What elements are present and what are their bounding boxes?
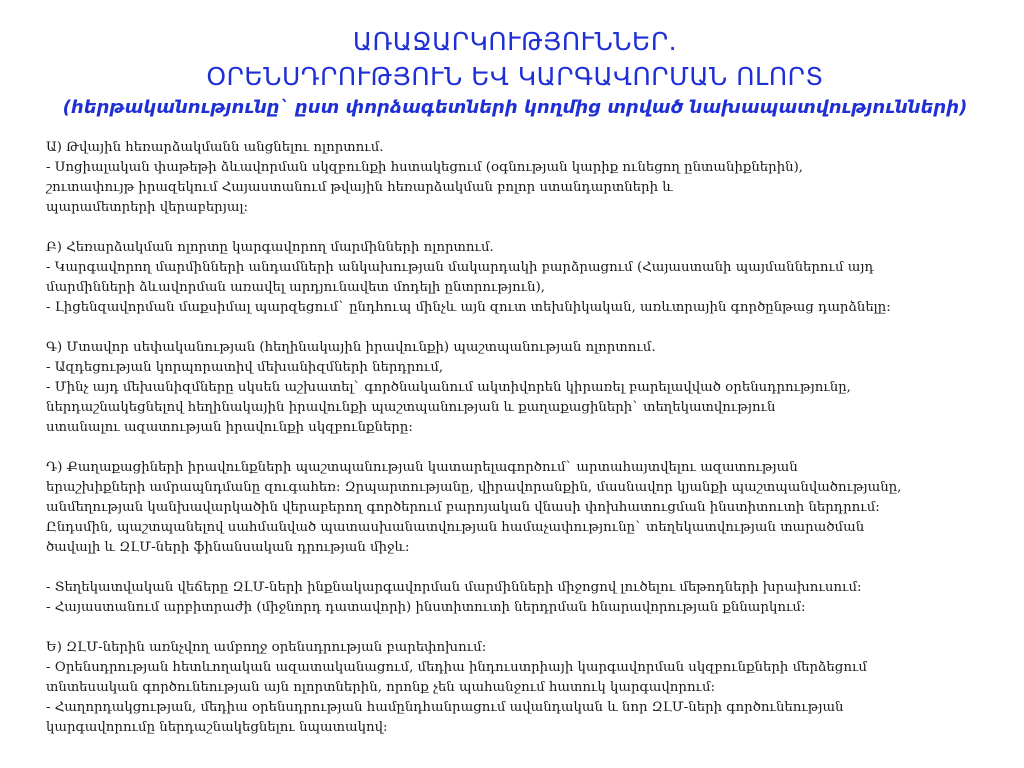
- page-title-line-2: ՕՐԵՆՍԴՐՈՒԹՅՈՒՆ ԵՎ ԿԱՐԳԱՎՈՐՄԱՆ ՈԼՈՐՏ: [206, 62, 824, 91]
- section-a: [46, 138, 984, 218]
- section-b: [46, 238, 984, 318]
- paragraph-line: ստանալու ազատության իրավունքի սկզբունքները:: [46, 420, 413, 435]
- section-d: [46, 458, 984, 558]
- paragraph-line: մարմինների ձևավորման առավել արդյունավետ մոդելի ընտրություն),: [46, 280, 546, 295]
- paragraph-line: - Լիցենզավորման մաքսիմալ պարզեցում` ընդհուպ մինչև այն զուտ տեխնիկական, առևտրային գործընթաց դարձնելը:: [46, 300, 891, 315]
- paragraph-line: շուտափույթ իրազեկում Հայաստանում թվային հեռարձակման բոլոր ստանդարտների և: [46, 180, 673, 195]
- section-d-continued: [46, 578, 984, 618]
- paragraph-line: անմեղության կանխավարկածին վերաբերող գործերում բարոյական վնասի փոխհատուցման ինստիտուտի ներդրում:: [46, 500, 880, 515]
- paragraph-line: Ընդսմին, պաշտպանելով սահմանված պատասխանատվության համաչափությունը` տեղեկատվության տարածման: [46, 520, 865, 535]
- paragraph-line: - Հաղորդակցության, մեդիա օրենսդրության համընդհանրացում ավանդական և նոր ԶԼՄ-ների գործունեության: [46, 700, 844, 715]
- section-g: [46, 338, 984, 438]
- paragraph-line: ծավալի և ԶԼՄ-ների ֆինանսական դրության միջև:: [46, 540, 410, 555]
- title-block: [46, 24, 984, 122]
- paragraph-line: երաշխիքների ամրապնդմանը զուգահեռ: Զրպարտությանը, վիրավորանքին, մասնավոր կյանքի պաշտպանվածությանը,: [46, 480, 902, 495]
- paragraph-line: կարգավորումը ներդաշնակեցնելու նպատակով:: [46, 720, 388, 735]
- section-e: [46, 638, 984, 738]
- paragraph-line: - Մինչ այդ մեխանիզմները սկսեն աշխատել` գործնականում ակտիվորեն կիրառել բարելավված օրենսդրությունը,: [46, 380, 851, 395]
- paragraph-line: Դ) Քաղաքացիների իրավունքների պաշտպանության կատարելագործում` արտահայտվելու ազատության: [46, 460, 798, 475]
- paragraph-line: պարամետրերի վերաբերյալ:: [46, 200, 249, 215]
- paragraph-line: - Կարգավորող մարմինների անդամների անկախության մակարդակի բարձրացում (Հայաստանի պայմաններում այդ: [46, 260, 874, 275]
- paragraph-line: Ե) ԶԼՄ-ներին առնչվող ամբողջ օրենսդրության բարեփոխում:: [46, 640, 487, 655]
- paragraph-line: - Օրենսդրության հետևողական ազատականացում, մեդիա ինդուստրիայի կարգավորման սկզբունքների մերձեցում: [46, 660, 867, 675]
- paragraph-line: Գ) Մտավոր սեփականության (հեղինակային իրավունքի) պաշտպանության ոլորտում.: [46, 340, 656, 355]
- content-body: [46, 138, 984, 738]
- paragraph-line: - Հայաստանում արբիտրաժի (միջնորդ դատավորի) ինստիտուտի ներդրման հնարավորության քննարկում:: [46, 600, 806, 615]
- paragraph-line: - Ազդեցության կորպորատիվ մեխանիզմների ներդրում,: [46, 360, 444, 375]
- paragraph-line: ներդաշնակեցնելով հեղինակային իրավունքի պաշտպանության և քաղաքացիների` տեղեկատվություն: [46, 400, 776, 415]
- page-subtitle: (հերթականությունը` ըստ փորձագետների կողմից տրված նախապատվությունների): [62, 97, 968, 118]
- paragraph-line: - Տեղեկատվական վեճերը ԶԼՄ-ների ինքնակարգավորման մարմինների միջոցով լուծելու մեթոդների խրախուսում:: [46, 580, 862, 595]
- paragraph-line: - Սոցիալական փաթեթի ձևավորման սկզբունքի հստակեցում (օգնության կարիք ունեցող ընտանիքներին),: [46, 160, 804, 175]
- paragraph-line: Ա) Թվային հեռարձակմանն անցնելու ոլորտում.: [46, 140, 384, 155]
- page-title-line-1: ԱՌԱՋԱՐԿՈՒԹՅՈՒՆՆԵՐ.: [352, 27, 678, 56]
- paragraph-line: տնտեսական գործունեության այն ոլորտներին, որոնք չեն պահանջում հատուկ կարգավորում:: [46, 680, 716, 695]
- paragraph-line: Բ) Հեռարձակման ոլորտը կարգավորող մարմինների ոլորտում.: [46, 240, 494, 255]
